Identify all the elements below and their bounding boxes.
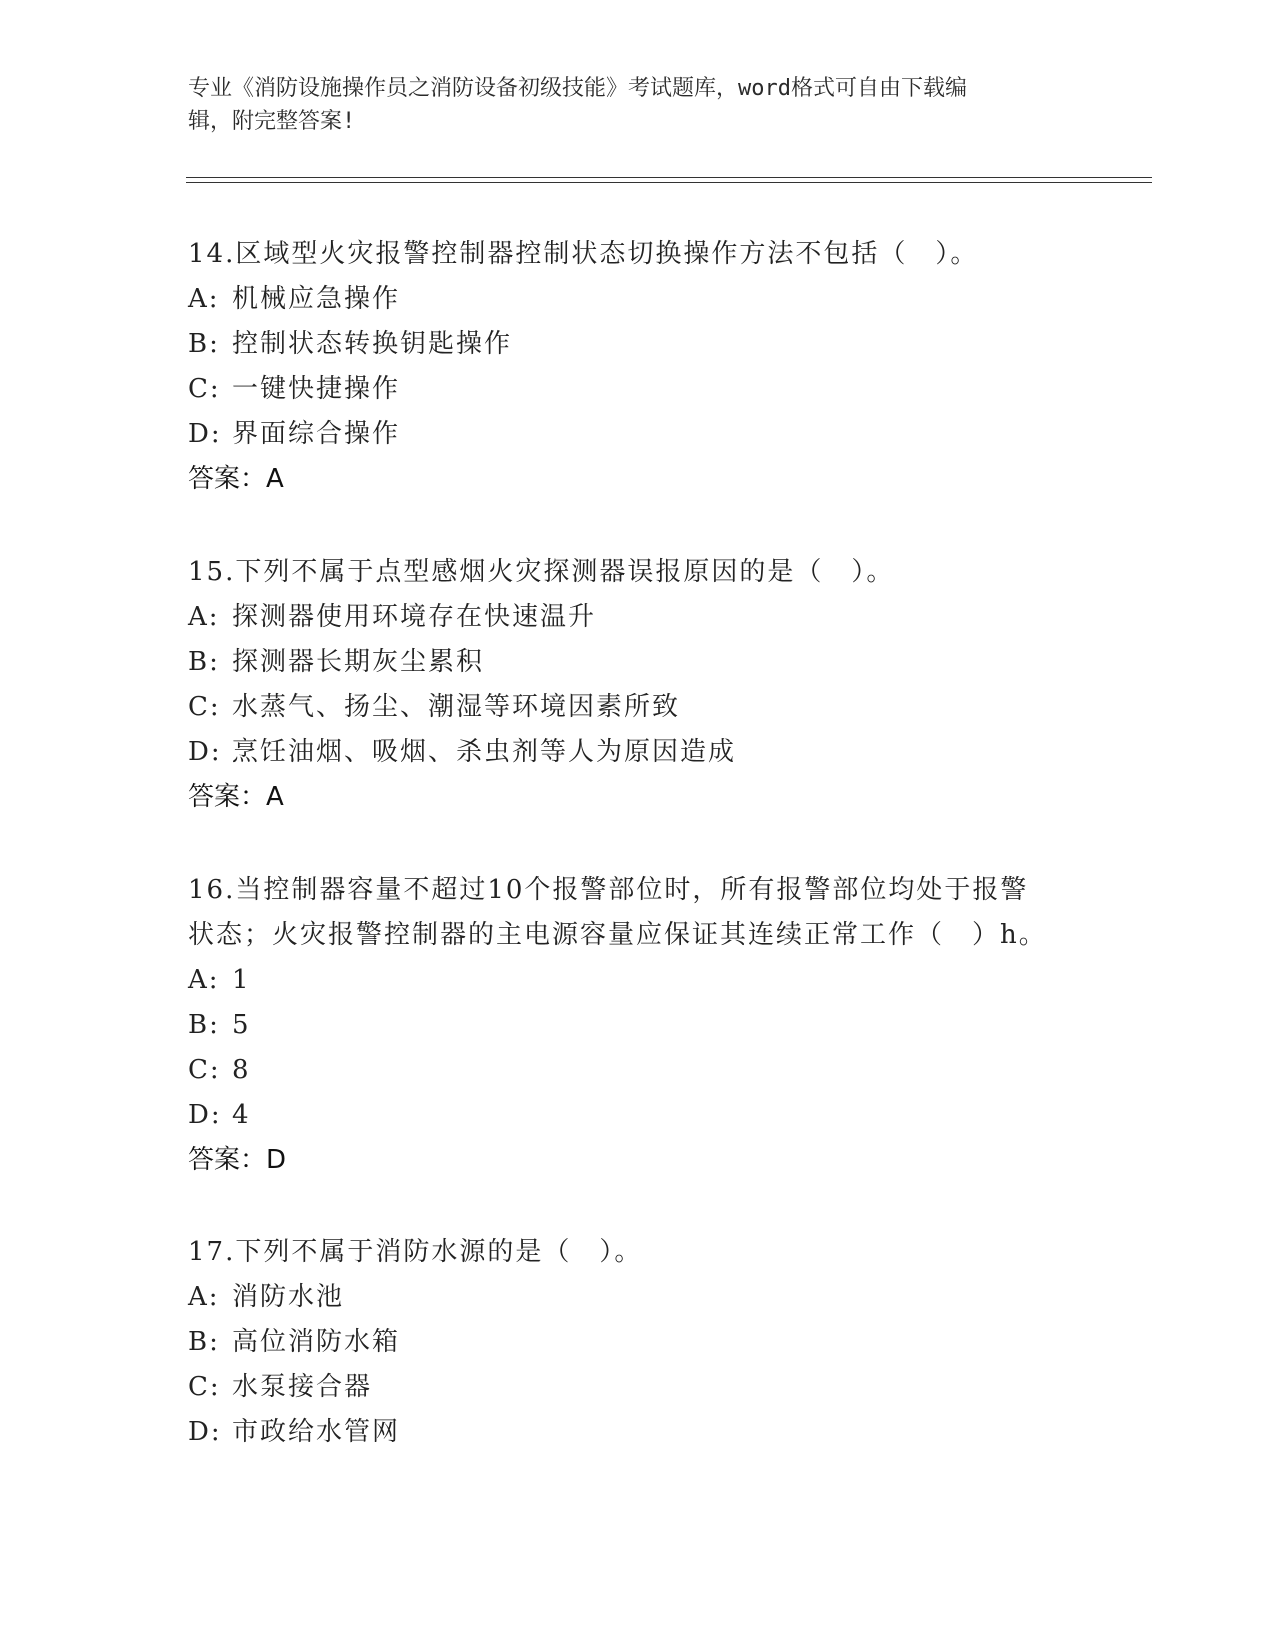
question-stem: 15.下列不属于点型感烟火灾探测器误报原因的是（ ）。 — [188, 557, 895, 587]
answer-line — [188, 1138, 1088, 1183]
option-key: A: — [188, 284, 220, 314]
option-key: D: — [188, 1417, 222, 1447]
answer-label: 答案： — [188, 1145, 267, 1175]
option-d — [188, 412, 1088, 457]
option-a — [188, 958, 1088, 1003]
option-text: 机械应急操作 — [232, 284, 401, 314]
option-text: 控制状态转换钥匙操作 — [232, 329, 513, 359]
option-key: C: — [188, 1055, 221, 1085]
header-divider-top — [186, 177, 1152, 178]
option-key: B: — [188, 1327, 220, 1357]
option-text: 烹饪油烟、吸烟、杀虫剂等人为原因造成 — [232, 737, 737, 767]
option-key: A: — [188, 1282, 220, 1312]
option-text: 5 — [232, 1010, 251, 1040]
option-c — [188, 367, 1088, 412]
option-text: 高位消防水箱 — [232, 1327, 401, 1357]
option-b — [188, 640, 1088, 685]
document-header — [188, 72, 1068, 138]
option-key: D: — [188, 737, 222, 767]
option-key: C: — [188, 374, 221, 404]
option-a — [188, 277, 1088, 322]
option-key: B: — [188, 1010, 220, 1040]
option-text: 水蒸气、扬尘、潮湿等环境因素所致 — [232, 692, 681, 722]
option-text: 1 — [232, 965, 251, 995]
option-c — [188, 1048, 1088, 1093]
question-stem-line-1: 16.当控制器容量不超过10个报警部位时，所有报警部位均处于报警 — [188, 875, 1029, 905]
option-d — [188, 1410, 1088, 1455]
option-a — [188, 595, 1088, 640]
option-text: 一键快捷操作 — [232, 374, 401, 404]
answer-label: 答案： — [188, 464, 267, 494]
answer-value: A — [266, 464, 284, 494]
answer-line — [188, 457, 1088, 502]
question-14 — [188, 232, 1088, 502]
option-a — [188, 1275, 1088, 1320]
answer-value: D — [266, 1145, 287, 1175]
question-stem: 17.下列不属于消防水源的是（ ）。 — [188, 1237, 643, 1267]
option-c — [188, 1365, 1088, 1410]
option-text: 市政给水管网 — [232, 1417, 401, 1447]
option-text: 探测器长期灰尘累积 — [232, 647, 485, 677]
option-key: C: — [188, 692, 221, 722]
option-text: 水泵接合器 — [232, 1372, 373, 1402]
option-text: 8 — [232, 1055, 251, 1085]
answer-value: A — [266, 782, 284, 812]
option-key: C: — [188, 1372, 221, 1402]
option-text: 4 — [232, 1100, 251, 1130]
answer-line — [188, 775, 1088, 820]
option-text: 消防水池 — [232, 1282, 345, 1312]
header-line-2: 辑，附完整答案! — [188, 109, 356, 134]
option-text: 界面综合操作 — [232, 419, 401, 449]
question-stem: 14.区域型火灾报警控制器控制状态切换操作方法不包括（ ）。 — [188, 239, 979, 269]
option-key: D: — [188, 1100, 222, 1130]
question-16 — [188, 868, 1088, 1183]
option-key: B: — [188, 647, 220, 677]
option-key: A: — [188, 965, 220, 995]
option-key: B: — [188, 329, 220, 359]
option-d — [188, 730, 1088, 775]
option-key: A: — [188, 602, 220, 632]
question-15 — [188, 550, 1088, 820]
option-c — [188, 685, 1088, 730]
header-line-1: 专业《消防设施操作员之消防设备初级技能》考试题库，word格式可自由下载编 — [188, 76, 967, 101]
question-17 — [188, 1230, 1088, 1455]
option-b — [188, 322, 1088, 367]
option-key: D: — [188, 419, 222, 449]
option-text: 探测器使用环境存在快速温升 — [232, 602, 597, 632]
option-b — [188, 1320, 1088, 1365]
option-b — [188, 1003, 1088, 1048]
question-stem-line-2: 状态；火灾报警控制器的主电源容量应保证其连续正常工作（ ）h。 — [188, 920, 1047, 950]
header-divider-bottom — [186, 182, 1152, 183]
option-d — [188, 1093, 1088, 1138]
answer-label: 答案： — [188, 782, 267, 812]
